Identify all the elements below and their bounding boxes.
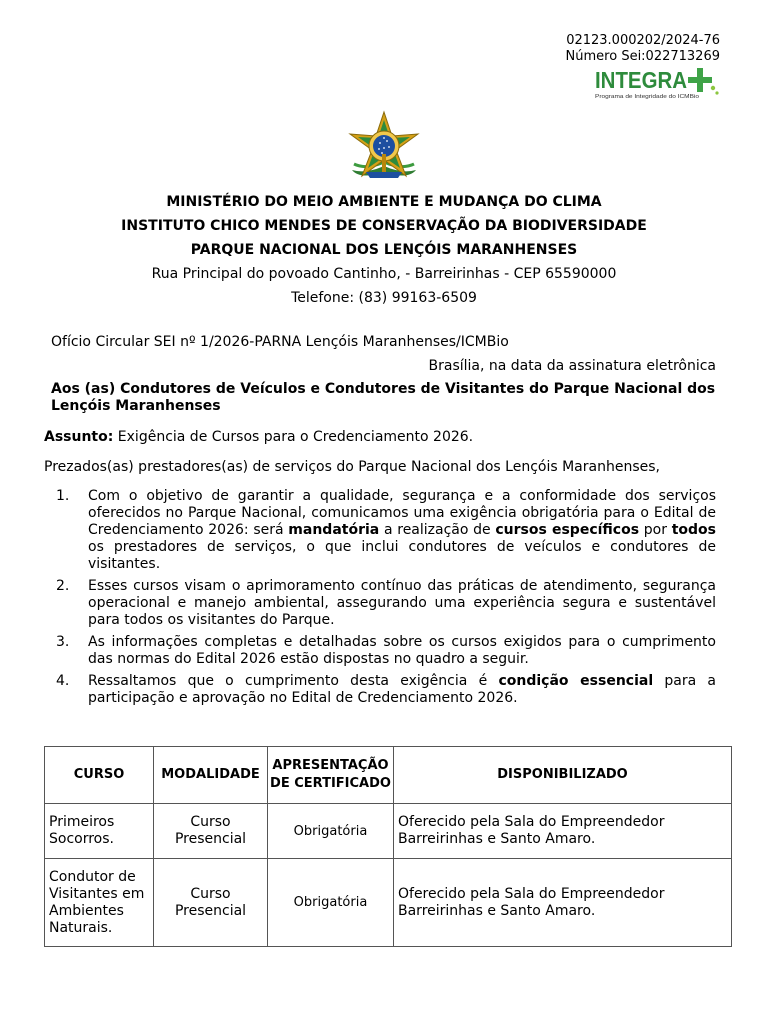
certificate-cell: Obrigatória [268,804,394,859]
list-item-text: a realização de [379,522,496,538]
list-item-number: 3. [56,634,70,650]
column-header-certificado: APRESENTAÇÃO DE CERTIFICADO [268,747,394,804]
letterhead [0,190,768,310]
park-address: Rua Principal do povoado Cantinho, - Barreirinhas - CEP 65590000 [151,266,617,282]
list-item-text: Com o objetivo de garantir a qualidade, segurança e a conformidade dos serviços oferecidos no Parque Nacional, comunicamos uma exigência obrigatória para o Edital de Credenciamento 2026: será [88,488,716,538]
integra-logo-text: INTEGRA [595,67,687,93]
list-item-emphasis: condição essencial [498,673,654,689]
provider-cell: Oferecido pela Sala do Empreendedor Barreirinhas e Santo Amaro. [394,804,732,859]
list-item-number: 4. [56,673,70,689]
coat-of-arms-emblem [346,110,422,186]
subject-label: Assunto: [44,429,114,445]
list-item-text: Ressaltamos que o cumprimento desta exigência é [88,673,499,689]
modality-cell: Curso Presencial [154,804,268,859]
place-date: Brasília, na data da assinatura eletrônica [428,358,716,374]
integra-logo-subtitle: Programa de Integridade do ICMBio [595,94,699,100]
column-header-modalidade: MODALIDADE [154,747,268,804]
table-row [45,804,732,859]
list-item [44,634,716,668]
process-number: 02123.000202/2024-76 [566,33,720,48]
list-item-text: para a participação e aprovação no Edital de Credenciamento 2026. [88,673,716,706]
list-item-number: 2. [56,578,70,594]
subject-line [44,429,473,446]
course-name-cell: Condutor de Visitantes em Ambientes Naturais. [45,859,154,947]
institute-name: INSTITUTO CHICO MENDES DE CONSERVAÇÃO DA BIODIVERSIDADE [121,218,647,234]
park-name: PARQUE NACIONAL DOS LENÇÓIS MARANHENSES [190,242,578,258]
course-name-cell: Primeiros Socorros. [45,804,154,859]
table-header-row [45,747,732,804]
column-header-curso: CURSO [45,747,154,804]
recipients: Aos (as) Condutores de Veículos e Condutores de Visitantes do Parque Nacional dos Lençóis Maranhenses [51,381,716,414]
list-item [44,578,716,629]
list-item-text: por [639,522,672,538]
letter-reference: Ofício Circular SEI nº 1/2026-PARNA Lençóis Maranhenses/ICMBio [51,334,509,350]
list-item-text: os prestadores de serviços, o que inclui condutores de veículos e condutores de visitantes. [88,539,716,572]
greeting: Prezados(as) prestadores(as) de serviços do Parque Nacional dos Lençóis Maranhenses, [44,459,660,475]
document-reference [566,33,720,65]
list-item-emphasis: mandatória [288,522,380,538]
certificate-cell: Obrigatória [268,859,394,947]
numbered-list [44,488,716,712]
sei-number: Número Sei:022713269 [565,49,720,64]
column-header-disponibilizado: DISPONIBILIZADO [394,747,732,804]
list-item [44,673,716,707]
table-row [45,859,732,947]
list-item-emphasis: todos [671,522,716,538]
list-item-emphasis: cursos específicos [495,522,640,538]
modality-cell: Curso Presencial [154,859,268,947]
integra-logo [595,66,720,100]
ministry-name: MINISTÉRIO DO MEIO AMBIENTE E MUDANÇA DO CLIMA [166,194,602,210]
park-phone: Telefone: (83) 99163-6509 [291,290,477,306]
list-item-number: 1. [56,488,70,504]
provider-cell: Oferecido pela Sala do Empreendedor Barreirinhas e Santo Amaro. [394,859,732,947]
courses-table [44,746,732,947]
list-item-text: As informações completas e detalhadas sobre os cursos exigidos para o cumprimento das normas do Edital 2026 estão dispostas no quadro a seguir. [88,634,716,667]
list-item-text: Esses cursos visam o aprimoramento contínuo das práticas de atendimento, segurança operacional e manejo ambiental, assegurando uma experiência segura e sustentável para todos os visitantes do Parque. [88,578,716,628]
subject-text: Exigência de Cursos para o Credenciamento 2026. [113,429,474,445]
list-item [44,488,716,573]
